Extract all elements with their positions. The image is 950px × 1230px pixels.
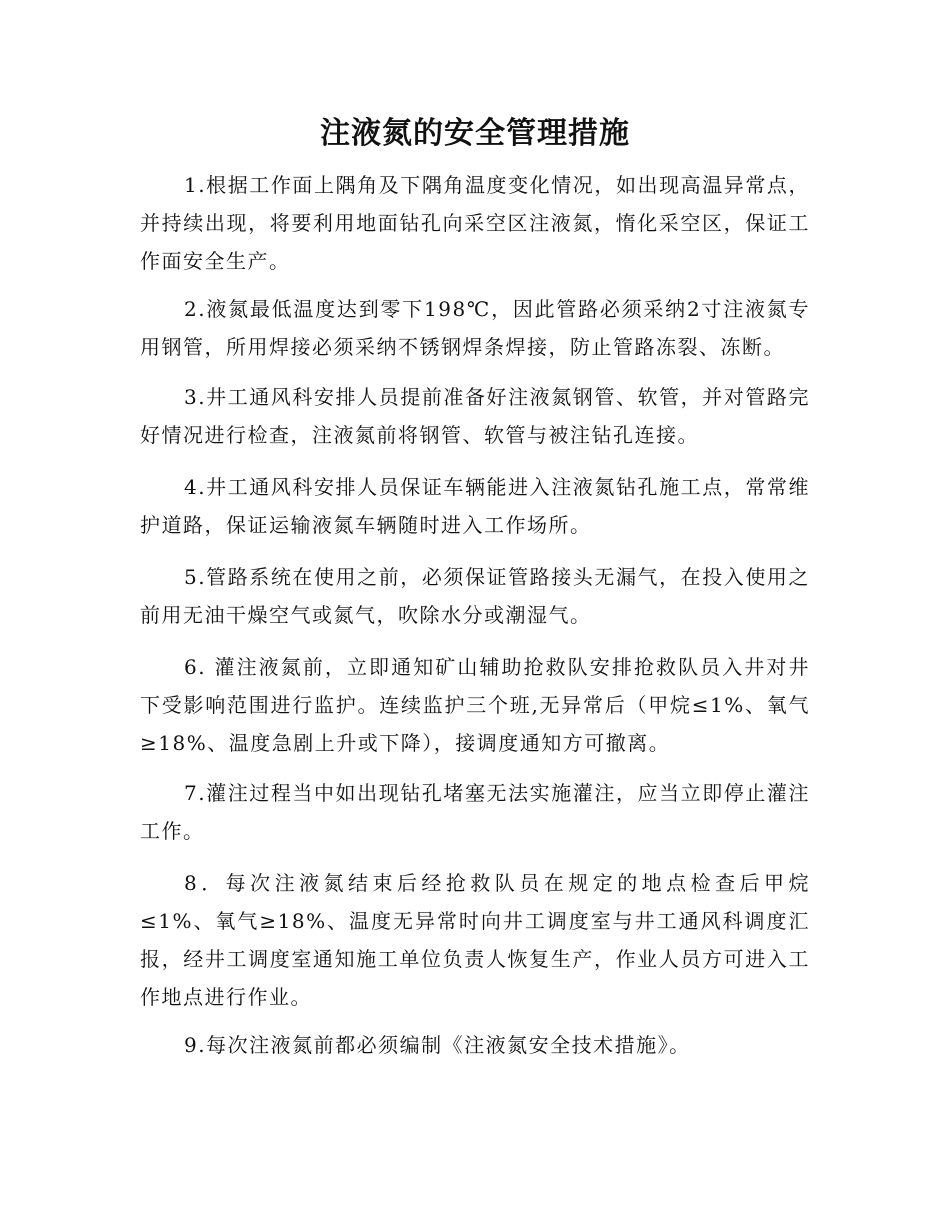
paragraph-4: 4.井工通风科安排人员保证车辆能进入注液氮钻孔施工点，常常维护道路，保证运输液氮车辆随时进入工作场所。 [140,475,810,537]
paragraph-6: 6. 灌注液氮前，立即通知矿山辅助抢救队安排抢救队员入井对井下受影响范围进行监护。连续监护三个班,无异常后（甲烷≤1%、氧气≥18%、温度急剧上升或下降），接调度通知方可撤离。 [140,655,810,755]
paragraph-9: 9.每次注液氮前都必须编制《注液氮安全技术措施》。 [184,1033,691,1057]
paragraph-7: 7.灌注过程当中如出现钻孔堵塞无法实施灌注，应当立即停止灌注工作。 [140,781,810,843]
paragraph-8: 8．每次注液氮结束后经抢救队员在规定的地点检查后甲烷≤1%、氧气≥18%、温度无异常时向井工调度室与井工通风科调度汇报，经井工调度室通知施工单位负责人恢复生产，作业人员方可进入工作地点进行作业。 [140,871,810,1009]
paragraph-3: 3.井工通风科安排人员提前准备好注液氮钢管、软管，并对管路完好情况进行检查，注液氮前将钢管、软管与被注钻孔连接。 [140,385,810,447]
paragraph-2: 2.液氮最低温度达到零下198℃，因此管路必须采纳2寸注液氮专用钢管，所用焊接必须采纳不锈钢焊条焊接，防止管路冻裂、冻断。 [140,297,810,359]
document-title: 注液氮的安全管理措施 [320,116,630,151]
paragraph-1: 1.根据工作面上隅角及下隅角温度变化情况，如出现高温异常点，并持续出现，将要利用地面钻孔向采空区注液氮，惰化采空区，保证工作面安全生产。 [140,173,810,273]
paragraph-5: 5.管路系统在使用之前，必须保证管路接头无漏气，在投入使用之前用无油干燥空气或氮气，吹除水分或潮湿气。 [140,565,810,627]
